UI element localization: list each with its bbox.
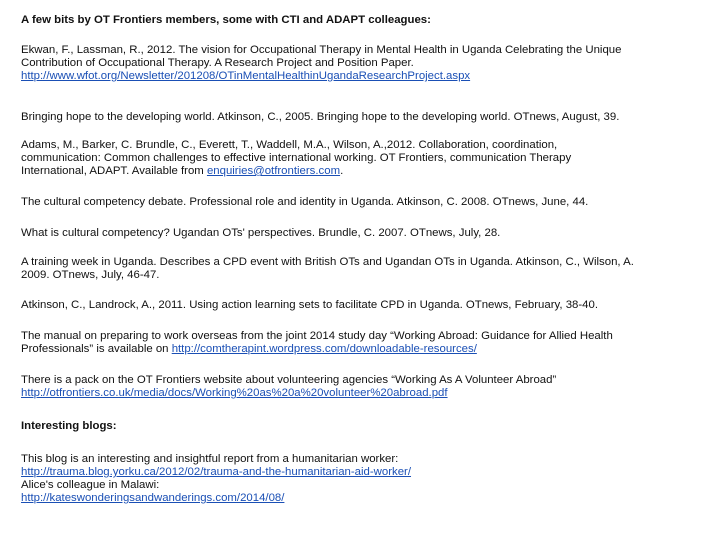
- reference-adams-line2: communication: Common challenges to effective international working. OT Frontiers, communication Therapy: [21, 152, 572, 164]
- reference-atkinson-2005: Bringing hope to the developing world. Atkinson, C., 2005. Bringing hope to the developing world. OTnews, August, 39.: [21, 111, 620, 123]
- reference-training-line1: A training week in Uganda. Describes a CPD event with British OTs and Ugandan OTs in Uganda. Atkinson, C., Wilson, A.: [21, 256, 634, 268]
- reference-adams-line3: International, ADAPT. Available from: [21, 165, 207, 177]
- comtherapint-link[interactable]: http://comtherapint.wordpress.com/downloadable-resources/: [171, 343, 477, 355]
- kates-blog-link[interactable]: http://kateswonderingsandwanderings.com/2014/08/: [21, 492, 285, 504]
- reference-pack-line1: There is a pack on the OT Frontiers website about volunteering agencies “Working As A Volunteer Abroad”: [21, 374, 557, 386]
- reference-ekwan: [21, 44, 711, 83]
- otfrontiers-pdf-link[interactable]: http://otfrontiers.co.uk/media/docs/Working%20as%20a%20volunteer%20abroad.pdf: [21, 387, 448, 399]
- reference-adams: [21, 139, 711, 178]
- wfot-link[interactable]: http://www.wfot.org/Newsletter/201208/OTinMentalHealthinUgandaResearchProject.aspx: [21, 70, 471, 82]
- page-heading: A few bits by OT Frontiers members, some with CTI and ADAPT colleagues:: [21, 14, 431, 26]
- reference-ekwan-line2: Contribution of Occupational Therapy. A Research Project and Position Paper.: [21, 57, 414, 69]
- trauma-blog-link[interactable]: http://trauma.blog.yorku.ca/2012/02/trauma-and-the-humanitarian-aid-worker/: [21, 466, 412, 478]
- blogs-heading: Interesting blogs:: [21, 420, 117, 432]
- reference-landrock: Atkinson, C., Landrock, A., 2011. Using action learning sets to facilitate CPD in Uganda. OTnews, February, 38-40.: [21, 299, 598, 311]
- blogs-section: [21, 453, 711, 505]
- reference-manual-line2: Professionals” is available on: [21, 343, 172, 355]
- reference-manual-line1: The manual on preparing to work overseas from the joint 2014 study day “Working Abroad: Guidance for Allied Health: [21, 330, 613, 342]
- email-link[interactable]: enquiries@otfrontiers.com: [206, 165, 341, 177]
- reference-manual: [21, 330, 711, 356]
- reference-training-week: [21, 256, 711, 282]
- blogs-line1: This blog is an interesting and insightful report from a humanitarian worker:: [21, 453, 399, 465]
- reference-training-line2: 2009. OTnews, July, 46-47.: [21, 269, 160, 281]
- reference-pack: [21, 374, 711, 400]
- reference-adams-period: .: [340, 165, 344, 177]
- reference-adams-line1: Adams, M., Barker, C. Brundle, C., Everett, T., Waddell, M.A., Wilson, A.,2012. Collaboration, coordination,: [21, 139, 558, 151]
- reference-ekwan-line1: Ekwan, F., Lassman, R., 2012. The vision for Occupational Therapy in Mental Health in Uganda Celebrating the Unique: [21, 44, 622, 56]
- reference-atkinson-2008: The cultural competency debate. Professional role and identity in Uganda. Atkinson, C. 2008. OTnews, June, 44.: [21, 196, 589, 208]
- reference-brundle-2007: What is cultural competency? Ugandan OTs' perspectives. Brundle, C. 2007. OTnews, July, 28.: [21, 227, 501, 239]
- blogs-line2: Alice's colleague in Malawi:: [21, 479, 160, 491]
